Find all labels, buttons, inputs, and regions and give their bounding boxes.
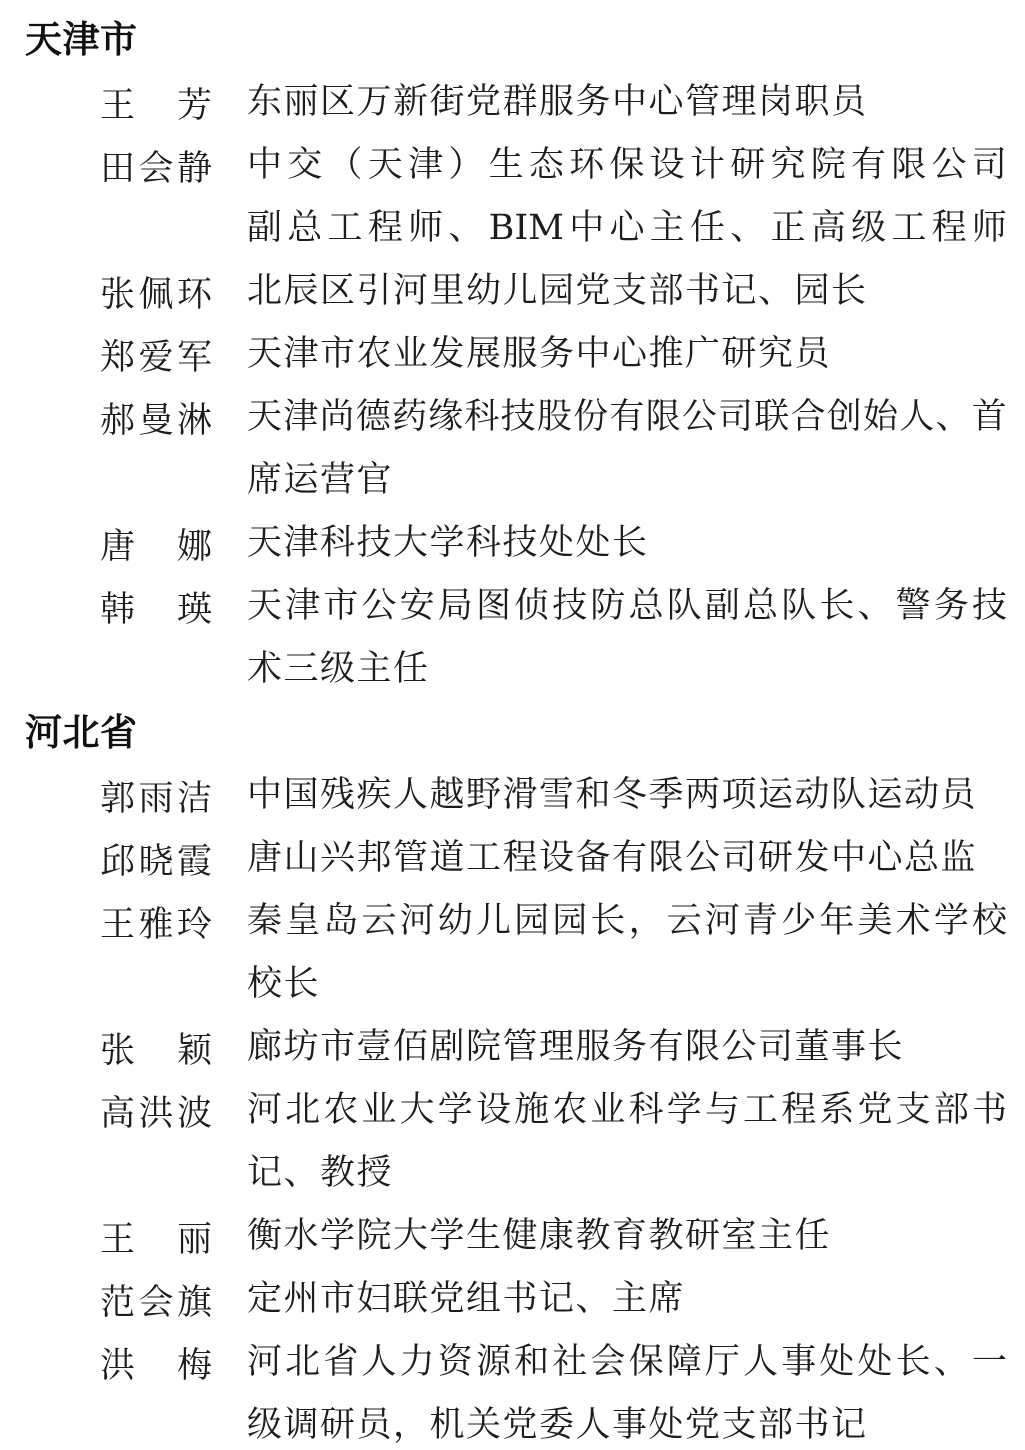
- entry-row: [0, 71, 1025, 134]
- description-token: 科: [628, 1090, 664, 1130]
- description-token: 农: [552, 1090, 588, 1130]
- entry-description-line: 术三级主任: [247, 649, 430, 689]
- description-token: 事: [781, 1342, 817, 1382]
- description-token: 一: [971, 1342, 1007, 1382]
- entry-description: [247, 386, 1007, 512]
- name-character: 爱: [138, 337, 174, 378]
- description-token: 厅: [704, 1342, 740, 1382]
- description-token: 中: [569, 208, 605, 248]
- description-token: 长: [895, 1342, 931, 1382]
- description-token: 研: [730, 145, 766, 185]
- description-token: 人: [743, 1342, 779, 1382]
- entry-description: [247, 1268, 1007, 1331]
- name-character: 娜: [176, 526, 212, 567]
- description-token: 津: [408, 145, 444, 185]
- description-token: 与: [704, 1090, 740, 1130]
- description-token: 股: [536, 397, 572, 437]
- entry-description-line: [247, 386, 1007, 449]
- entry-row: [0, 1079, 1025, 1205]
- description-token: 云: [666, 901, 702, 941]
- description-token: 天: [247, 397, 283, 437]
- description-token: 院: [810, 145, 846, 185]
- entry-name: [100, 1268, 212, 1331]
- description-token: 学: [933, 901, 969, 941]
- description-token: 务: [933, 586, 969, 626]
- name-character: 静: [176, 148, 212, 189]
- description-token: 书: [971, 1090, 1007, 1130]
- description-token: 资: [437, 1342, 473, 1382]
- description-token: 北: [285, 1090, 321, 1130]
- description-token: 程: [931, 208, 967, 248]
- entry-description-line: 中国残疾人越野滑雪和冬季两项运动队运动员: [247, 775, 978, 815]
- name-character: 张: [100, 1030, 136, 1071]
- description-token: 皇: [285, 901, 321, 941]
- description-token: 、: [857, 586, 893, 626]
- section-header: 河北省: [25, 712, 138, 753]
- entry-description-line: 唐山兴邦管道工程设备有限公司研发中心总监: [247, 838, 978, 878]
- description-token: 任: [690, 208, 726, 248]
- description-token: 北: [285, 1342, 321, 1382]
- description-token: 首: [971, 397, 1007, 437]
- entry-row: [0, 575, 1025, 701]
- description-token: 技: [552, 586, 588, 626]
- description-token: 、: [730, 208, 766, 248]
- description-token: 司: [718, 397, 754, 437]
- entry-description: [247, 134, 1007, 260]
- description-token: 处: [819, 1342, 855, 1382]
- entry-name: [100, 71, 212, 134]
- description-token: 学: [437, 1090, 473, 1130]
- name-character: 颖: [176, 1030, 212, 1071]
- description-token: 防: [590, 586, 626, 626]
- description-token: 有: [609, 397, 645, 437]
- name-character: 邱: [100, 841, 136, 882]
- description-token: 天: [367, 145, 403, 185]
- entry-description-line: 廊坊市壹佰剧院管理服务有限公司董事长: [247, 1027, 905, 1067]
- description-token: 术: [895, 901, 931, 941]
- description-token: 支: [895, 1090, 931, 1130]
- description-token: 警: [895, 586, 931, 626]
- name-character: 旗: [176, 1282, 212, 1323]
- name-character: 曼: [138, 400, 174, 441]
- description-token: 局: [437, 586, 473, 626]
- name-character: 郝: [100, 400, 136, 441]
- entry-description-line: 级调研员，机关党委人事处党支部书记: [247, 1405, 868, 1445]
- entry-name: [100, 512, 212, 575]
- description-token: 、: [448, 208, 484, 248]
- description-token: 津: [283, 397, 319, 437]
- name-character: 军: [176, 337, 212, 378]
- entry-description-line: 天津科技大学科技处处长: [247, 523, 649, 563]
- entry-description-line: [247, 1331, 1007, 1394]
- description-token: 安: [399, 586, 435, 626]
- description-token: 计: [689, 145, 725, 185]
- entry-description-line: [247, 197, 1007, 260]
- description-token: 、: [935, 397, 971, 437]
- entry-description-line: [247, 1079, 1007, 1142]
- entry-name: [100, 890, 212, 953]
- description-token: 部: [933, 1090, 969, 1130]
- description-token: ，: [628, 901, 664, 941]
- description-token: 业: [361, 1090, 397, 1130]
- description-token: 美: [857, 901, 893, 941]
- description-token: 工: [327, 208, 363, 248]
- description-token: 园: [552, 901, 588, 941]
- entry-name: [100, 386, 212, 449]
- name-character: 会: [138, 1282, 174, 1323]
- description-token: 缘: [428, 397, 464, 437]
- entry-row: [0, 1016, 1025, 1079]
- description-token: 尚: [319, 397, 355, 437]
- description-token: 工: [891, 208, 927, 248]
- description-token: 队: [781, 586, 817, 626]
- entry-name: [100, 1331, 212, 1394]
- entry-description-line: 记、教授: [247, 1153, 394, 1193]
- description-token: 图: [475, 586, 511, 626]
- description-token: 人: [899, 397, 935, 437]
- entry-name: [100, 1079, 212, 1142]
- name-character: 淋: [176, 400, 212, 441]
- description-token: 施: [514, 1090, 550, 1130]
- description-token: 师: [408, 208, 444, 248]
- description-token: 岛: [323, 901, 359, 941]
- entry-description-line: [247, 575, 1007, 638]
- description-token: 大: [399, 1090, 435, 1130]
- name-character: 雨: [138, 778, 174, 819]
- entry-description-line: 校长: [247, 964, 321, 1004]
- entry-description-line: 北辰区引河里幼儿园党支部书记、园长: [247, 271, 868, 311]
- description-token: 秦: [247, 901, 283, 941]
- description-token: 校: [971, 901, 1007, 941]
- description-token: 副: [704, 586, 740, 626]
- entry-name: [100, 827, 212, 890]
- description-token: 园: [514, 901, 550, 941]
- description-token: （: [327, 145, 363, 185]
- description-token: 青: [743, 901, 779, 941]
- description-token: 有: [850, 145, 886, 185]
- description-token: 河: [247, 1342, 283, 1382]
- description-token: 长: [590, 901, 626, 941]
- description-token: 处: [857, 1342, 893, 1382]
- entry-row: [0, 323, 1025, 386]
- entry-description-line: [247, 134, 1007, 197]
- description-token: 侦: [514, 586, 550, 626]
- description-token: 源: [475, 1342, 511, 1382]
- entry-name: [100, 323, 212, 386]
- description-token: 药: [391, 397, 427, 437]
- entry-row: [0, 1268, 1025, 1331]
- name-character: 洁: [176, 778, 212, 819]
- description-token: 级: [851, 208, 887, 248]
- description-token: 始: [862, 397, 898, 437]
- description-token: 工: [743, 1090, 779, 1130]
- entry-row: [0, 260, 1025, 323]
- description-token: 省: [323, 1342, 359, 1382]
- description-token: 正: [770, 208, 806, 248]
- description-token: 生: [488, 145, 524, 185]
- description-token: 长: [819, 586, 855, 626]
- entry-row: [0, 890, 1025, 1016]
- description-token: 公: [931, 145, 967, 185]
- description-token: 河: [399, 901, 435, 941]
- entry-description: [247, 890, 1007, 1016]
- description-token: 科: [464, 397, 500, 437]
- description-token: 总: [287, 208, 323, 248]
- name-character: 霞: [176, 841, 212, 882]
- name-character: 王: [100, 904, 136, 945]
- description-token: 创: [826, 397, 862, 437]
- entry-name: [100, 1205, 212, 1268]
- description-token: 儿: [475, 901, 511, 941]
- entry-row: [0, 386, 1025, 512]
- entry-row: [0, 134, 1025, 260]
- entry-description: [247, 575, 1007, 701]
- description-token: 年: [819, 901, 855, 941]
- description-token: 障: [666, 1342, 702, 1382]
- name-character: 张: [100, 274, 136, 315]
- description-token: 中: [247, 145, 283, 185]
- description-token: BIM: [488, 208, 564, 248]
- name-character: 芳: [176, 85, 212, 126]
- entry-description: [247, 260, 1007, 323]
- description-token: 交: [287, 145, 323, 185]
- name-character: 环: [176, 274, 212, 315]
- description-token: 程: [781, 1090, 817, 1130]
- name-character: 佩: [138, 274, 174, 315]
- entry-description-line: 东丽区万新街党群服务中心管理岗职员: [247, 82, 868, 122]
- description-token: 心: [609, 208, 645, 248]
- entry-description-line: 衡水学院大学生健康教育教研室主任: [247, 1216, 832, 1256]
- description-token: 高: [810, 208, 846, 248]
- description-token: 津: [285, 586, 321, 626]
- description-token: 保: [628, 1342, 664, 1382]
- entry-row: [0, 827, 1025, 890]
- name-character: 洪: [100, 1345, 136, 1386]
- name-character: 梅: [176, 1345, 212, 1386]
- description-token: 河: [704, 901, 740, 941]
- entry-description-line: 天津市农业发展服务中心推广研究员: [247, 334, 832, 374]
- name-character: 王: [100, 85, 136, 126]
- name-character: 郭: [100, 778, 136, 819]
- description-token: 保: [609, 145, 645, 185]
- entry-name: [100, 575, 212, 638]
- name-character: 高: [100, 1093, 136, 1134]
- name-character: 瑛: [176, 589, 212, 630]
- name-character: 王: [100, 1219, 136, 1260]
- description-token: 师: [971, 208, 1007, 248]
- description-token: 设: [475, 1090, 511, 1130]
- description-token: 系: [819, 1090, 855, 1130]
- description-token: 学: [666, 1090, 702, 1130]
- name-character: 会: [138, 148, 174, 189]
- description-token: 总: [743, 586, 779, 626]
- description-token: 力: [399, 1342, 435, 1382]
- description-token: 农: [323, 1090, 359, 1130]
- name-character: 韩: [100, 589, 136, 630]
- section-header: 天津市: [25, 19, 138, 60]
- entry-description: [247, 764, 1007, 827]
- entry-row: [0, 512, 1025, 575]
- name-character: 玲: [176, 904, 212, 945]
- entry-row: [0, 764, 1025, 827]
- description-token: 总: [628, 586, 664, 626]
- entry-description-line: 定州市妇联党组书记、主席: [247, 1279, 686, 1319]
- name-character: 范: [100, 1282, 136, 1323]
- description-token: 和: [514, 1342, 550, 1382]
- description-token: 云: [361, 901, 397, 941]
- description-token: 、: [933, 1342, 969, 1382]
- entry-description: [247, 827, 1007, 890]
- entry-name: [100, 764, 212, 827]
- description-token: 会: [590, 1342, 626, 1382]
- description-token: 社: [552, 1342, 588, 1382]
- entry-description: [247, 71, 1007, 134]
- entry-name: [100, 134, 212, 197]
- name-character: 波: [176, 1093, 212, 1134]
- name-character: 洪: [138, 1093, 174, 1134]
- entry-description: [247, 323, 1007, 386]
- description-token: 限: [645, 397, 681, 437]
- description-token: 究: [770, 145, 806, 185]
- description-token: 德: [355, 397, 391, 437]
- entry-name: [100, 1016, 212, 1079]
- name-character: 唐: [100, 526, 136, 567]
- description-token: 司: [971, 145, 1007, 185]
- description-token: 限: [891, 145, 927, 185]
- description-token: 党: [857, 1090, 893, 1130]
- entry-description: [247, 512, 1007, 575]
- description-token: 环: [569, 145, 605, 185]
- description-token: 态: [528, 145, 564, 185]
- entry-description: [247, 1331, 1007, 1450]
- description-token: 公: [361, 586, 397, 626]
- description-token: 主: [649, 208, 685, 248]
- entry-description: [247, 1016, 1007, 1079]
- entry-description: [247, 1079, 1007, 1205]
- description-token: 市: [323, 586, 359, 626]
- name-character: 丽: [176, 1219, 212, 1260]
- description-token: 程: [367, 208, 403, 248]
- description-token: ）: [448, 145, 484, 185]
- entry-row: [0, 1331, 1025, 1450]
- description-token: 副: [247, 208, 283, 248]
- entry-name: [100, 260, 212, 323]
- description-token: 联: [754, 397, 790, 437]
- name-character: 雅: [138, 904, 174, 945]
- description-token: 设: [649, 145, 685, 185]
- entry-row: [0, 1205, 1025, 1268]
- description-token: 人: [361, 1342, 397, 1382]
- name-character: 晓: [138, 841, 174, 882]
- entry-description: [247, 1205, 1007, 1268]
- name-character: 田: [100, 148, 136, 189]
- description-token: 合: [790, 397, 826, 437]
- description-token: 业: [590, 1090, 626, 1130]
- description-token: 幼: [437, 901, 473, 941]
- description-token: 技: [500, 397, 536, 437]
- entry-description-line: [247, 890, 1007, 953]
- description-token: 技: [971, 586, 1007, 626]
- description-token: 河: [247, 1090, 283, 1130]
- name-character: 郑: [100, 337, 136, 378]
- entry-description-line: 席运营官: [247, 460, 394, 500]
- description-token: 少: [781, 901, 817, 941]
- description-token: 公: [681, 397, 717, 437]
- description-token: 份: [573, 397, 609, 437]
- description-token: 队: [666, 586, 702, 626]
- description-token: 天: [247, 586, 283, 626]
